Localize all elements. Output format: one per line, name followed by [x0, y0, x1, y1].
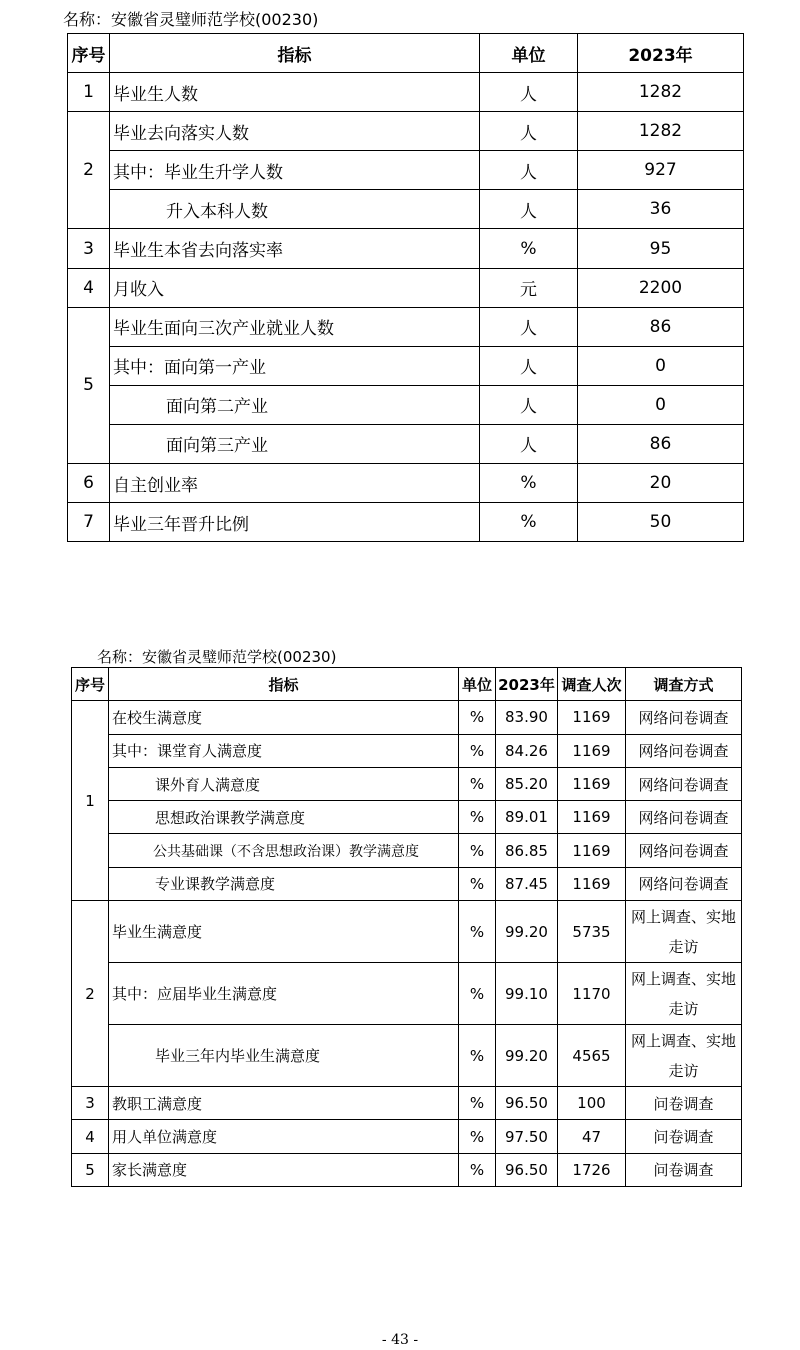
- row-value: 99.20: [496, 1025, 558, 1087]
- row-indicator: 毕业三年晋升比例: [110, 503, 480, 542]
- row-indicator: 教职工满意度: [109, 1087, 459, 1120]
- row-unit: 人: [480, 385, 578, 424]
- table-row: [68, 268, 744, 307]
- row-indicator: 公共基础课（不含思想政治课）教学满意度: [109, 834, 459, 867]
- row-indicator: 在校生满意度: [109, 701, 459, 734]
- row-no: 2: [68, 112, 110, 229]
- row-count: 5735: [558, 901, 626, 963]
- row-indicator: 思想政治课教学满意度: [109, 801, 459, 834]
- row-indicator: 其中：面向第一产业: [110, 346, 480, 385]
- header-no: 序号: [72, 668, 109, 701]
- row-method: 网络问卷调查: [626, 701, 742, 734]
- table-row: [72, 867, 742, 900]
- row-count: 1726: [558, 1153, 626, 1186]
- row-indicator: 其中：毕业生升学人数: [110, 151, 480, 190]
- row-count: 1169: [558, 767, 626, 800]
- row-unit: 人: [480, 307, 578, 346]
- row-value: 83.90: [496, 701, 558, 734]
- row-unit: 人: [480, 346, 578, 385]
- header-year: 2023年: [578, 34, 744, 73]
- row-no: 3: [72, 1087, 109, 1120]
- row-unit: %: [480, 229, 578, 268]
- table-row: [72, 1153, 742, 1186]
- row-value: 87.45: [496, 867, 558, 900]
- row-indicator: 毕业生满意度: [109, 901, 459, 963]
- row-value: 96.50: [496, 1153, 558, 1186]
- row-value: 99.10: [496, 963, 558, 1025]
- row-no: 3: [68, 229, 110, 268]
- row-method: 网上调查、实地走访: [626, 901, 742, 963]
- row-indicator: 用人单位满意度: [109, 1120, 459, 1153]
- row-value: 1282: [578, 112, 744, 151]
- row-count: 1169: [558, 701, 626, 734]
- table-header-row: [68, 34, 744, 73]
- row-unit: 人: [480, 424, 578, 463]
- row-unit: %: [459, 867, 496, 900]
- row-unit: %: [459, 834, 496, 867]
- row-method: 问卷调查: [626, 1153, 742, 1186]
- row-indicator: 其中：应届毕业生满意度: [109, 963, 459, 1025]
- table2-caption: 名称：安徽省灵璧师范学校(00230): [97, 648, 337, 666]
- row-unit: 人: [480, 112, 578, 151]
- row-no: 1: [72, 701, 109, 901]
- table-row: [72, 734, 742, 767]
- row-unit: %: [459, 767, 496, 800]
- row-method: 网上调查、实地走访: [626, 1025, 742, 1087]
- row-unit: %: [459, 801, 496, 834]
- row-method: 网上调查、实地走访: [626, 963, 742, 1025]
- row-unit: %: [459, 963, 496, 1025]
- row-indicator: 月收入: [110, 268, 480, 307]
- row-value: 89.01: [496, 801, 558, 834]
- row-indicator: 自主创业率: [110, 464, 480, 503]
- row-method: 网络问卷调查: [626, 734, 742, 767]
- row-value: 84.26: [496, 734, 558, 767]
- table-row: [68, 346, 744, 385]
- table-row: [72, 1087, 742, 1120]
- table-header-row: [72, 668, 742, 701]
- row-value: 1282: [578, 73, 744, 112]
- row-method: 问卷调查: [626, 1120, 742, 1153]
- row-value: 97.50: [496, 1120, 558, 1153]
- row-no: 5: [68, 307, 110, 463]
- row-indicator: 毕业生本省去向落实率: [110, 229, 480, 268]
- table-row: [72, 1025, 742, 1087]
- row-unit: %: [480, 503, 578, 542]
- row-count: 100: [558, 1087, 626, 1120]
- header-survey-count: 调查人次: [558, 668, 626, 701]
- header-unit: 单位: [459, 668, 496, 701]
- table-row: [68, 424, 744, 463]
- table-row: [72, 1120, 742, 1153]
- row-unit: %: [459, 1120, 496, 1153]
- table-row: [68, 307, 744, 346]
- row-no: 5: [72, 1153, 109, 1186]
- satisfaction-table: [71, 667, 742, 1187]
- row-unit: 人: [480, 151, 578, 190]
- row-no: 1: [68, 73, 110, 112]
- row-unit: 人: [480, 73, 578, 112]
- row-count: 1169: [558, 801, 626, 834]
- row-count: 47: [558, 1120, 626, 1153]
- row-count: 1169: [558, 734, 626, 767]
- table-row: [68, 503, 744, 542]
- row-indicator: 面向第二产业: [110, 385, 480, 424]
- row-indicator: 毕业去向落实人数: [110, 112, 480, 151]
- row-indicator: 课外育人满意度: [109, 767, 459, 800]
- row-value: 0: [578, 346, 744, 385]
- row-count: 1169: [558, 867, 626, 900]
- row-value: 2200: [578, 268, 744, 307]
- row-value: 927: [578, 151, 744, 190]
- header-indicator: 指标: [110, 34, 480, 73]
- row-no: 4: [68, 268, 110, 307]
- row-value: 0: [578, 385, 744, 424]
- row-method: 网络问卷调查: [626, 801, 742, 834]
- row-method: 网络问卷调查: [626, 867, 742, 900]
- table1-caption: 名称：安徽省灵璧师范学校(00230): [63, 10, 319, 29]
- row-value: 86: [578, 307, 744, 346]
- row-indicator: 毕业生人数: [110, 73, 480, 112]
- row-value: 36: [578, 190, 744, 229]
- table-row: [72, 801, 742, 834]
- row-value: 99.20: [496, 901, 558, 963]
- header-no: 序号: [68, 34, 110, 73]
- row-method: 问卷调查: [626, 1087, 742, 1120]
- row-value: 95: [578, 229, 744, 268]
- row-unit: %: [459, 701, 496, 734]
- row-count: 4565: [558, 1025, 626, 1087]
- header-survey-method: 调查方式: [626, 668, 742, 701]
- table-row: [68, 229, 744, 268]
- row-no: 2: [72, 901, 109, 1087]
- row-indicator: 家长满意度: [109, 1153, 459, 1186]
- table-row: [72, 901, 742, 963]
- row-indicator: 升入本科人数: [110, 190, 480, 229]
- row-no: 7: [68, 503, 110, 542]
- row-method: 网络问卷调查: [626, 767, 742, 800]
- row-unit: 元: [480, 268, 578, 307]
- table-row: [72, 701, 742, 734]
- row-indicator: 其中：课堂育人满意度: [109, 734, 459, 767]
- row-indicator: 毕业生面向三次产业就业人数: [110, 307, 480, 346]
- row-unit: %: [459, 1153, 496, 1186]
- row-indicator: 面向第三产业: [110, 424, 480, 463]
- row-value: 96.50: [496, 1087, 558, 1120]
- row-unit: 人: [480, 190, 578, 229]
- header-year: 2023年: [496, 668, 558, 701]
- row-unit: %: [459, 1025, 496, 1087]
- row-indicator: 毕业三年内毕业生满意度: [109, 1025, 459, 1087]
- table-row: [72, 963, 742, 1025]
- row-no: 4: [72, 1120, 109, 1153]
- row-count: 1170: [558, 963, 626, 1025]
- row-method: 网络问卷调查: [626, 834, 742, 867]
- row-no: 6: [68, 464, 110, 503]
- row-value: 86.85: [496, 834, 558, 867]
- header-unit: 单位: [480, 34, 578, 73]
- row-unit: %: [459, 734, 496, 767]
- page-number: - 43 -: [381, 1332, 419, 1348]
- employment-table: [67, 33, 744, 542]
- row-count: 1169: [558, 834, 626, 867]
- row-value: 86: [578, 424, 744, 463]
- table-row: [72, 767, 742, 800]
- table-row: [68, 151, 744, 190]
- table-row: [68, 112, 744, 151]
- row-unit: %: [480, 464, 578, 503]
- row-value: 20: [578, 464, 744, 503]
- table-row: [68, 190, 744, 229]
- row-unit: %: [459, 1087, 496, 1120]
- row-unit: %: [459, 901, 496, 963]
- row-value: 50: [578, 503, 744, 542]
- table-row: [68, 73, 744, 112]
- table-row: [68, 385, 744, 424]
- header-indicator: 指标: [109, 668, 459, 701]
- row-value: 85.20: [496, 767, 558, 800]
- table-row: [68, 464, 744, 503]
- table-row: [72, 834, 742, 867]
- row-indicator: 专业课教学满意度: [109, 867, 459, 900]
